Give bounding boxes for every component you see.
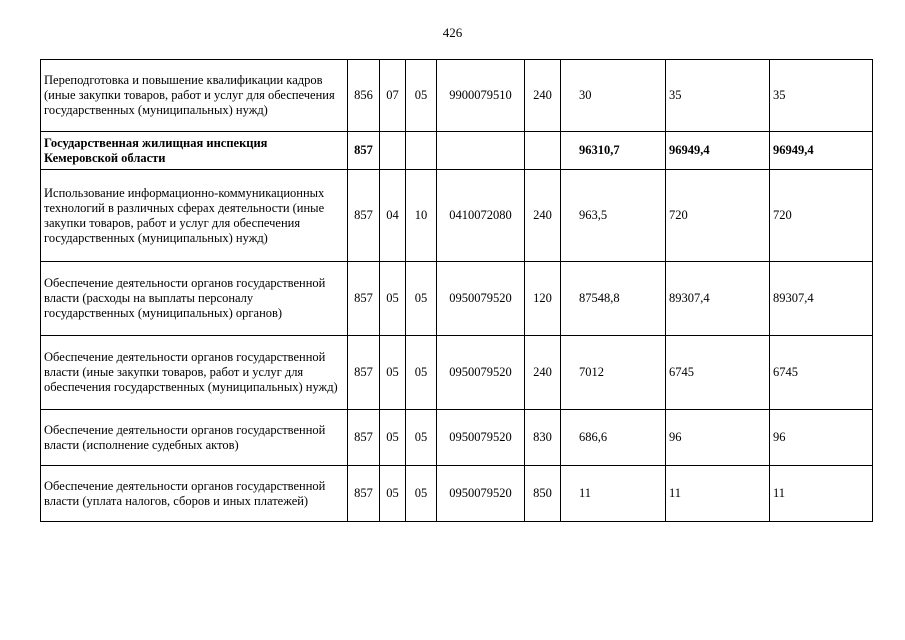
table-body <box>41 60 873 522</box>
amount-year2-cell: 6745 <box>666 336 770 410</box>
ved-code-cell: 857 <box>348 170 380 262</box>
section-code-cell <box>380 132 406 170</box>
row-name-cell: Обеспечение деятельности органов государственной власти (исполнение судебных актов) <box>41 410 348 466</box>
section-code-cell: 07 <box>380 60 406 132</box>
table-row <box>41 262 873 336</box>
expense-type-cell: 830 <box>525 410 561 466</box>
amount-year3-cell: 720 <box>770 170 873 262</box>
ved-code-cell: 857 <box>348 466 380 522</box>
ved-code-cell: 856 <box>348 60 380 132</box>
section-code-cell: 04 <box>380 170 406 262</box>
section-code-cell: 05 <box>380 410 406 466</box>
amount-year1-cell: 87548,8 <box>561 262 666 336</box>
expense-type-cell: 120 <box>525 262 561 336</box>
target-article-cell <box>437 132 525 170</box>
subsection-code-cell: 05 <box>406 262 437 336</box>
amount-year2-cell: 11 <box>666 466 770 522</box>
table-row <box>41 466 873 522</box>
subsection-code-cell: 05 <box>406 60 437 132</box>
expense-type-cell: 240 <box>525 170 561 262</box>
amount-year2-cell: 89307,4 <box>666 262 770 336</box>
subsection-code-cell: 05 <box>406 410 437 466</box>
section-code-cell: 05 <box>380 262 406 336</box>
amount-year1-cell: 30 <box>561 60 666 132</box>
amount-year2-cell: 96949,4 <box>666 132 770 170</box>
ved-code-cell: 857 <box>348 410 380 466</box>
row-name-cell: Обеспечение деятельности органов государственной власти (уплата налогов, сборов и иных платежей) <box>41 466 348 522</box>
amount-year3-cell: 96949,4 <box>770 132 873 170</box>
row-name-cell: Обеспечение деятельности органов государственной власти (расходы на выплаты персоналу государственных (муниципальных) органов) <box>41 262 348 336</box>
amount-year1-cell: 686,6 <box>561 410 666 466</box>
target-article-cell: 0950079520 <box>437 466 525 522</box>
target-article-cell: 0950079520 <box>437 262 525 336</box>
amount-year1-cell: 96310,7 <box>561 132 666 170</box>
expense-type-cell: 850 <box>525 466 561 522</box>
amount-year3-cell: 35 <box>770 60 873 132</box>
row-name-cell: Переподготовка и повышение квалификации кадров (иные закупки товаров, работ и услуг для обеспечения государственных (муниципальных) нужд) <box>41 60 348 132</box>
subsection-code-cell: 10 <box>406 170 437 262</box>
table-row <box>41 132 873 170</box>
amount-year2-cell: 35 <box>666 60 770 132</box>
ved-code-cell: 857 <box>348 336 380 410</box>
amount-year3-cell: 6745 <box>770 336 873 410</box>
budget-table <box>40 59 873 522</box>
subsection-code-cell <box>406 132 437 170</box>
row-name-cell: Государственная жилищная инспекция Кемеровской области <box>41 132 348 170</box>
ved-code-cell: 857 <box>348 262 380 336</box>
table-row <box>41 60 873 132</box>
table-row <box>41 336 873 410</box>
expense-type-cell: 240 <box>525 60 561 132</box>
row-name-cell: Обеспечение деятельности органов государственной власти (иные закупки товаров, работ и услуг для обеспечения государственных (муниципальных) нужд) <box>41 336 348 410</box>
amount-year3-cell: 11 <box>770 466 873 522</box>
subsection-code-cell: 05 <box>406 336 437 410</box>
row-name-cell: Использование информационно-коммуникационных технологий в различных сферах деятельности (иные закупки товаров, работ и услуг для обеспечения государственных (муниципальных) нужд) <box>41 170 348 262</box>
amount-year2-cell: 720 <box>666 170 770 262</box>
ved-code-cell: 857 <box>348 132 380 170</box>
expense-type-cell: 240 <box>525 336 561 410</box>
target-article-cell: 0950079520 <box>437 336 525 410</box>
subsection-code-cell: 05 <box>406 466 437 522</box>
amount-year1-cell: 11 <box>561 466 666 522</box>
amount-year3-cell: 89307,4 <box>770 262 873 336</box>
amount-year1-cell: 7012 <box>561 336 666 410</box>
expense-type-cell <box>525 132 561 170</box>
amount-year1-cell: 963,5 <box>561 170 666 262</box>
amount-year3-cell: 96 <box>770 410 873 466</box>
amount-year2-cell: 96 <box>666 410 770 466</box>
page-number: 426 <box>442 25 463 40</box>
target-article-cell: 0950079520 <box>437 410 525 466</box>
section-code-cell: 05 <box>380 336 406 410</box>
target-article-cell: 0410072080 <box>437 170 525 262</box>
table-row <box>41 170 873 262</box>
table-row <box>41 410 873 466</box>
section-code-cell: 05 <box>380 466 406 522</box>
target-article-cell: 9900079510 <box>437 60 525 132</box>
